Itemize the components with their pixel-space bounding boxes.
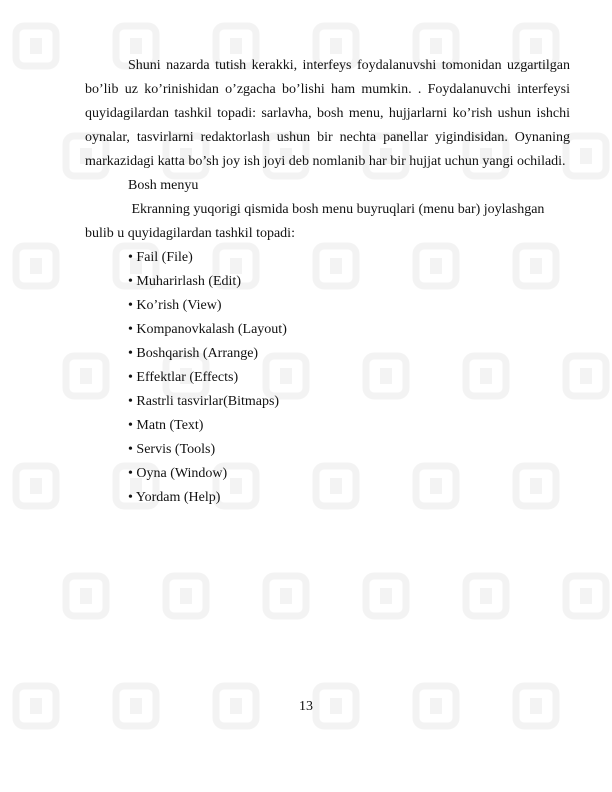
document-logo-icon	[410, 240, 462, 292]
menu-item-layout: • Kompanovkalash (Layout)	[128, 322, 287, 337]
document-logo-icon	[560, 350, 612, 402]
menu-item-bitmaps: • Rastrli tasvirlar(Bitmaps)	[128, 394, 280, 409]
document-logo-icon	[10, 460, 62, 512]
menu-items-list	[128, 248, 287, 512]
document-logo-icon	[560, 570, 612, 622]
document-logo-icon	[360, 350, 412, 402]
page-number: 13	[299, 699, 313, 714]
document-logo-icon	[10, 240, 62, 292]
document-logo-icon	[460, 570, 512, 622]
menu-item-help: • Yordam (Help)	[128, 490, 221, 505]
body-paragraph: Shuni nazarda tutish kerakki, interfeys foydalanuvshi tomonidan uzgartilgan bo’lib uz ko’rinishidan o’zgacha bo’lishi ham mumkin. . Foydalanuvchi interfeysi quyidagilardan tashkil topadi: sarlavha, bosh menu, hujjarlarni ko’rish ushun ishchi oynalar, tasvirlarni redaktorlash ushun bir nechta panellar yigindisidan. Oynaning markazidagi katta bo’sh joy ish joyi deb nomlanib har bir hujjat uchun yangi ochiladi.	[85, 58, 570, 169]
menu-item-text: • Matn (Text)	[128, 418, 204, 433]
menu-item-effects: • Effektlar (Effects)	[128, 370, 239, 385]
document-logo-icon	[10, 20, 62, 72]
document-logo-icon	[510, 460, 562, 512]
intro-line-2: bulib u quyidagilardan tashkil topadi:	[85, 226, 295, 241]
menu-item-file: • Fail (File)	[128, 250, 193, 265]
menu-item-view: • Ko’rish (View)	[128, 298, 222, 313]
document-logo-icon	[310, 460, 362, 512]
document-logo-icon	[60, 350, 112, 402]
document-logo-icon	[510, 240, 562, 292]
document-logo-icon	[60, 570, 112, 622]
menu-item-edit: • Muharirlash (Edit)	[128, 274, 241, 289]
document-logo-icon	[360, 570, 412, 622]
intro-line-1: Ekranning yuqorigi qismida bosh menu buyruqlari (menu bar) joylashgan	[128, 202, 545, 217]
document-logo-icon	[260, 570, 312, 622]
section-heading: Bosh menyu	[128, 178, 199, 193]
menu-item-tools: • Servis (Tools)	[128, 442, 216, 457]
document-logo-icon	[410, 460, 462, 512]
document-logo-icon	[160, 570, 212, 622]
document-logo-icon	[310, 240, 362, 292]
menu-item-window: • Oyna (Window)	[128, 466, 228, 481]
document-logo-icon	[460, 350, 512, 402]
menu-item-arrange: • Boshqarish (Arrange)	[128, 346, 259, 361]
